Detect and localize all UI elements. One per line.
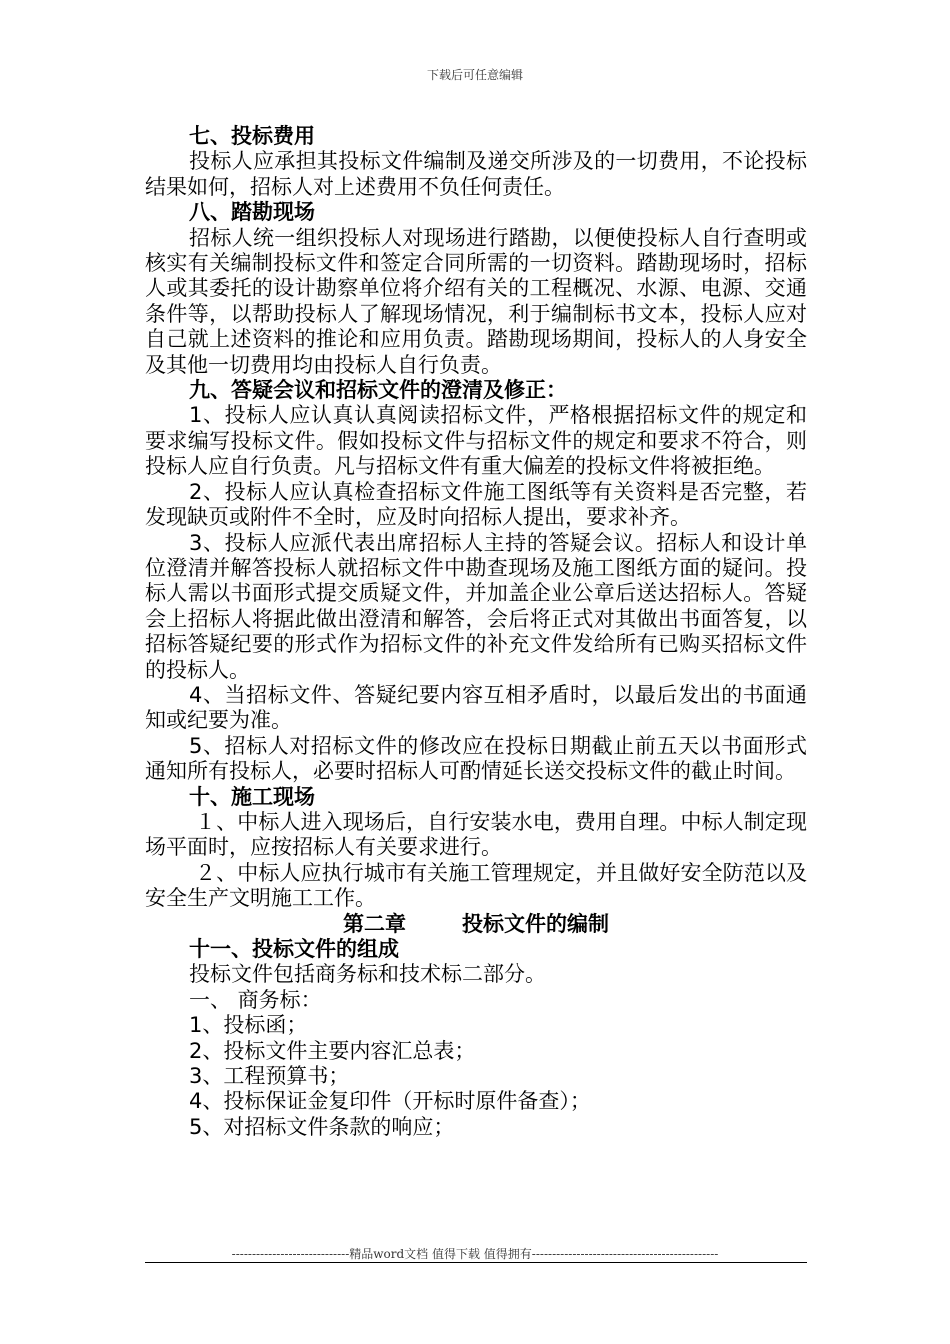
section-9-heading: 九、答疑会议和招标文件的澄清及修正： bbox=[189, 378, 567, 403]
section-7-heading: 七、投标费用 bbox=[189, 124, 315, 148]
list-item: 一、 商务标： bbox=[189, 987, 322, 1012]
footer-rule bbox=[145, 1262, 807, 1263]
list-item: 2、投标文件主要内容汇总表； bbox=[189, 1038, 476, 1063]
section-9-paragraph-3: 3、投标人应派代表出席招标人主持的答疑会议。招标人和设计单位澄清并解答投标人就招标文件中勘查现场及施工图纸方面的疑问。投标人需以书面形式提交质疑文件，并加盖企业公章后送达招标人。答疑会上招标人将据此做出澄清和解答，会后将正式对其做出书面答复，以招标答疑纪要的形式作为招标文件的补充文件发给所有已购买招标文件的投标人。 bbox=[145, 530, 807, 682]
section-9-paragraph-4: 4、当招标文件、答疑纪要内容互相矛盾时，以最后发出的书面通知或纪要为准。 bbox=[145, 682, 807, 733]
list-item: 3、工程预算书； bbox=[189, 1064, 350, 1089]
section-9-paragraph-2: 2、投标人应认真检查招标文件施工图纸等有关资料是否完整，若发现缺页或附件不全时，应及时向招标人提出，要求补齐。 bbox=[145, 479, 807, 530]
chapter-title: 投标文件的编制 bbox=[462, 911, 609, 936]
section-10-paragraph-2: ２、中标人应执行城市有关施工管理规定，并且做好安全防范以及安全生产文明施工工作。 bbox=[145, 860, 807, 911]
section-10-heading: 十、施工现场 bbox=[189, 784, 315, 809]
chapter-number: 第二章 bbox=[343, 911, 406, 936]
page-footer: -----------------------------精品word文档 值得下载 值得拥有---------------------------------------------- bbox=[231, 1247, 719, 1261]
section-7-paragraph: 投标人应承担其投标文件编制及递交所涉及的一切费用，不论投标结果如何，招标人对上述费用不负任何责任。 bbox=[145, 149, 807, 199]
section-9-paragraph-1: 1、投标人应认真认真阅读招标文件，严格根据招标文件的规定和要求编写投标文件。假如投标文件与招标文件的规定和要求不符合，则投标人应自行负责。凡与招标文件有重大偏差的投标文件将被拒绝。 bbox=[145, 403, 807, 479]
list-item: 4、投标保证金复印件（开标时原件备查）； bbox=[189, 1089, 591, 1114]
section-11-heading: 十一、投标文件的组成 bbox=[189, 937, 399, 961]
section-8-paragraph: 招标人统一组织投标人对现场进行踏勘，以便使投标人自行查明或核实有关编制投标文件和签定合同所需的一切资料。踏勘现场时，招标人或其委托的设计勘察单位将介绍有关的工程概况、水源、电源、交通条件等，以帮助投标人了解现场情况，利于编制标书文本，投标人应对自己就上述资料的推论和应用负责。踏勘现场期间，投标人的人身安全及其他一切费用均由投标人自行负责。 bbox=[145, 225, 807, 377]
chapter-heading bbox=[145, 912, 807, 937]
section-9-paragraph-5: 5、招标人对招标文件的修改应在投标日期截止前五天以书面形式通知所有投标人，必要时招标人可酌情延长送交投标文件的截止时间。 bbox=[145, 733, 807, 784]
section-11-paragraph: 投标文件包括商务标和技术标二部分。 bbox=[189, 962, 546, 987]
page-header: 下载后可任意编辑 bbox=[426, 68, 523, 82]
section-10-paragraph-1: １、中标人进入现场后，自行安装水电，费用自理。中标人制定现场平面时，应按招标人有关要求进行。 bbox=[145, 809, 807, 860]
list-item: 5、对招标文件条款的响应； bbox=[189, 1114, 455, 1139]
list-item: 1、投标函； bbox=[189, 1013, 308, 1038]
document-body bbox=[145, 124, 807, 1140]
section-8-heading: 八、踏勘现场 bbox=[189, 200, 315, 225]
